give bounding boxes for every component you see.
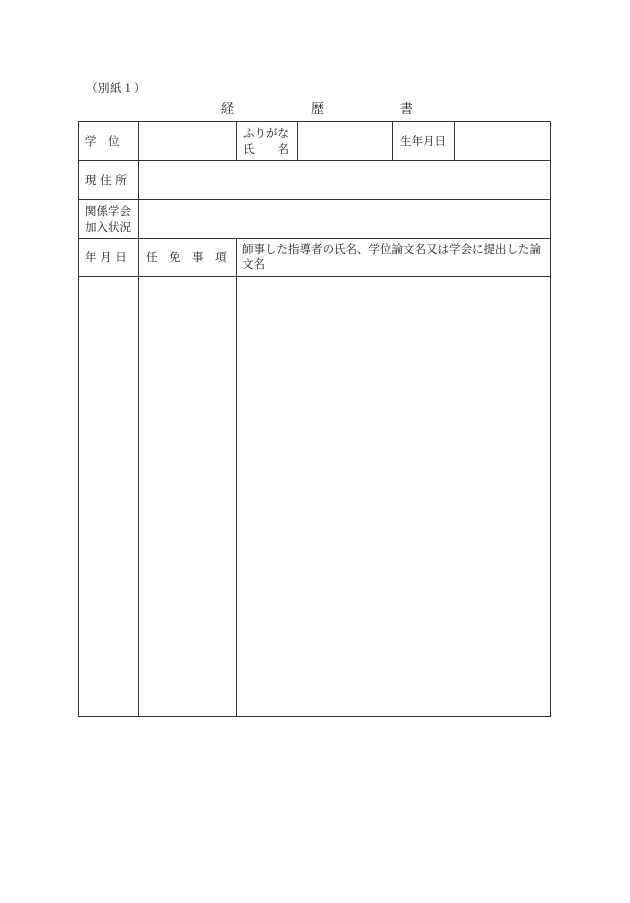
address-label: 現 住 所: [85, 173, 127, 187]
date-column-header: 年 月 日: [85, 250, 127, 264]
details-entries-area[interactable]: [237, 277, 549, 716]
degree-label: [85, 134, 131, 149]
birthdate-label: 生年月日: [400, 134, 446, 148]
furigana-label: ふりがな: [243, 126, 289, 140]
details-column-header-line2: 文名: [242, 257, 265, 271]
date-entries-area[interactable]: [79, 277, 138, 716]
title-char-3: 書: [400, 102, 414, 117]
address-field[interactable]: [139, 161, 549, 198]
resume-form-table: [78, 121, 551, 717]
name-field[interactable]: [298, 123, 391, 159]
document-title: [0, 98, 630, 117]
society-label-line2: 加入状況: [85, 220, 131, 234]
degree-field[interactable]: [139, 123, 235, 159]
title-char-2: 歴: [311, 102, 325, 117]
society-field[interactable]: [139, 200, 549, 237]
appointment-entries-area[interactable]: [139, 277, 236, 716]
row-divider: [79, 238, 550, 239]
col-divider: [236, 122, 237, 160]
attachment-label: （別紙１）: [86, 81, 146, 95]
title-char-1: 経: [221, 102, 235, 117]
society-label-line1: 関係学会: [85, 204, 131, 218]
name-label: 氏 名: [243, 142, 289, 156]
details-column-header-line1: 師事した指導者の氏名、学位論文名又は学会に提出した論: [242, 242, 541, 256]
birthdate-field[interactable]: [455, 123, 549, 159]
col-divider: [392, 122, 393, 160]
degree-label-text: 学 位: [85, 134, 120, 148]
appointment-column-header: 任 免 事 項: [146, 250, 227, 264]
